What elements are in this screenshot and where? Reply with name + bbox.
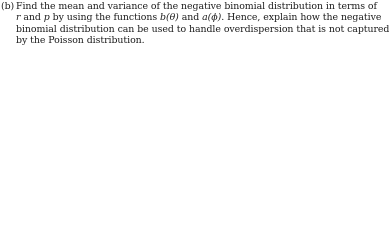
question-line-2 <box>1 12 382 24</box>
question-part-b <box>1 1 389 47</box>
question-line-1 <box>1 1 377 12</box>
question-line-3: binomial distribution can be used to handle overdispersion that is not captured <box>16 23 389 35</box>
math-var-r: r <box>16 12 21 24</box>
text-and: and <box>20 12 44 24</box>
question-label: (b) <box>1 1 15 12</box>
math-b-theta: b(θ) <box>160 12 179 24</box>
math-var-p: p <box>43 12 50 24</box>
text-hence-explain: . Hence, explain how the negative <box>221 12 382 24</box>
text-using-functions: by using the functions <box>49 12 161 24</box>
math-a-phi: a(ϕ) <box>202 12 222 24</box>
text-and-2: and <box>178 12 203 24</box>
question-text-line-1: Find the mean and variance of the negative binomial distribution in terms of <box>16 1 377 12</box>
question-line-4: by the Poisson distribution. <box>16 35 145 47</box>
